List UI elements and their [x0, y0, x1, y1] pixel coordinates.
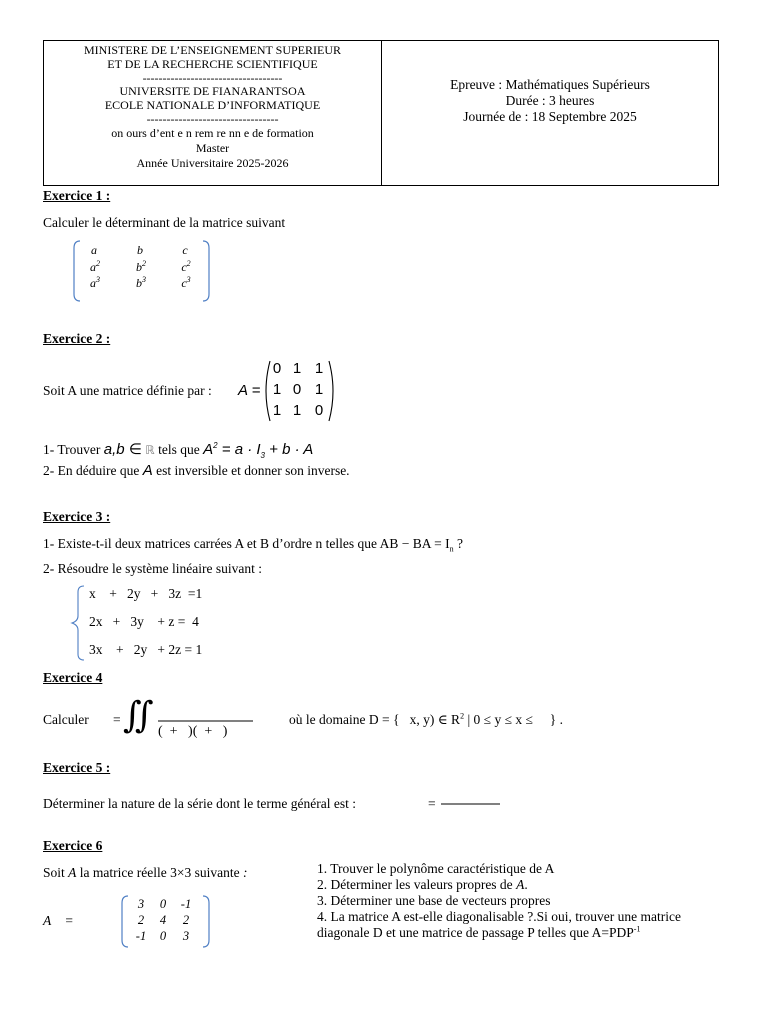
- header-ministry-line2: ET DE LA RECHERCHE SCIENTIFIQUE: [107, 57, 318, 71]
- exercise6-intro: Soit A la matrice réelle 3×3 suivante :: [43, 865, 248, 880]
- matrix-cell: $b^2$: [136, 259, 146, 274]
- matrix-cell: 0: [159, 929, 167, 943]
- matrix-cell: 4: [159, 913, 167, 927]
- exam-duration: Durée : 3 heures: [505, 93, 595, 108]
- exercise4-title: Exercice 4: [43, 670, 103, 685]
- exercise1-title: Exercice 1 :: [43, 188, 111, 203]
- exercise2-question2: 2- En déduire que A est inversible et donner son inverse.: [43, 462, 350, 479]
- matrix-cell: a: [91, 243, 97, 257]
- exercise6-question4-cont: diagonale D et une matrice de passage P telles que $A=PDP^{-1}$: [317, 924, 641, 940]
- exercise2-question1: 1- Trouver a,b ∈ ℝ tels que $A^2 = a \cdot I_3 + b \cdot A$: [43, 441, 314, 460]
- matrix-cell: 3: [137, 897, 145, 911]
- system-equation: 3x + 2y + 2z = 1: [89, 642, 203, 657]
- system-equation: 2x + 3y + z = 4: [89, 614, 199, 629]
- exercise2-title: Exercice 2 :: [43, 331, 111, 346]
- series-equals: =: [428, 796, 436, 811]
- exercise4-calc: Calculer: [43, 712, 89, 727]
- exercise6-question1: 1. Trouver le polynôme caractéristique de A: [317, 861, 555, 876]
- matrix-cell: $b^3$: [136, 275, 146, 290]
- matrix-lhs: A =: [238, 382, 261, 399]
- matrix-cell: 0: [314, 402, 324, 419]
- exam-subject: Epreuve : Mathématiques Supérieurs: [450, 77, 650, 92]
- exercise5-statement: Déterminer la nature de la série dont le terme général est :: [43, 796, 356, 811]
- matrix-cell: 1: [292, 402, 302, 419]
- exercise6-question3: 3. Déterminer une base de vecteurs propres: [317, 893, 551, 908]
- matrix-cell: 2: [182, 913, 190, 927]
- matrix-cell: $a^2$: [90, 259, 100, 274]
- exercise6-title: Exercice 6: [43, 838, 103, 853]
- matrix-cell: 0: [272, 360, 282, 377]
- matrix-cell: 1: [272, 402, 282, 419]
- matrix-cell: -1: [135, 929, 147, 943]
- exam-date: Journée de : 18 Septembre 2025: [463, 109, 637, 124]
- system-equation: x + 2y + 3z =1: [89, 586, 203, 601]
- exercise3-question1: 1- Existe-t-il deux matrices carrées A et B d’ordre n telles que AB − BA = $I_n$ ?: [43, 536, 463, 554]
- integral-equals: =: [113, 712, 121, 727]
- matrix-cell: 3: [182, 929, 190, 943]
- matrix-cell: $c^3$: [181, 275, 191, 290]
- matrix-cell: 0: [159, 897, 167, 911]
- header-school: ECOLE NATIONALE D’INFORMATIQUE: [104, 98, 321, 112]
- exercise1-statement: Calculer le déterminant de la matrice suivant: [43, 215, 286, 230]
- matrix-cell: 1: [314, 360, 324, 377]
- matrix-cell: -1: [180, 897, 192, 911]
- header-separator: -----------------------------------: [142, 71, 283, 85]
- matrix-cell: b: [137, 243, 143, 257]
- exercise3-question2: 2- Résoudre le système linéaire suivant :: [43, 561, 262, 576]
- exercise3-title: Exercice 3 :: [43, 509, 111, 524]
- matrix-cell: $c^2$: [181, 259, 191, 274]
- matrix-cell: c: [182, 243, 188, 257]
- integral-denominator: ( + )( + ): [158, 724, 228, 739]
- matrix-cell: $a^3$: [90, 275, 100, 290]
- header-program: on ours d’ent e n rem re nn e de formation: [111, 126, 314, 140]
- exercise6-question2: 2. Déterminer les valeurs propres de A.: [317, 877, 528, 892]
- matrix-cell: 0: [292, 381, 302, 398]
- exercise5-title: Exercice 5 :: [43, 760, 111, 775]
- exercise6-matrix-lhs: A =: [43, 913, 74, 928]
- double-integral-symbol: ∬: [123, 695, 154, 736]
- matrix-cell: 1: [314, 381, 324, 398]
- header-university: UNIVERSITE DE FIANARANTSOA: [119, 84, 306, 98]
- matrix-cell: 2: [137, 913, 145, 927]
- header-year: Année Universitaire 2025-2026: [136, 156, 289, 170]
- matrix-cell: 1: [292, 360, 302, 377]
- matrix-cell: 1: [272, 381, 282, 398]
- header-level: Master: [195, 141, 230, 155]
- integral-domain: où le domaine D = { x, y) ∈ $R^2$ | 0 ≤ y ≤ x ≤ } .: [289, 711, 563, 727]
- header-ministry-line1: MINISTERE DE L’ENSEIGNEMENT SUPERIEUR: [84, 43, 341, 57]
- exercise6-question4: 4. La matrice A est-elle diagonalisable ?.Si oui, trouver une matrice: [317, 909, 681, 924]
- exercise2-intro: Soit A une matrice définie par :: [43, 383, 212, 398]
- header-separator: ---------------------------------: [146, 112, 279, 126]
